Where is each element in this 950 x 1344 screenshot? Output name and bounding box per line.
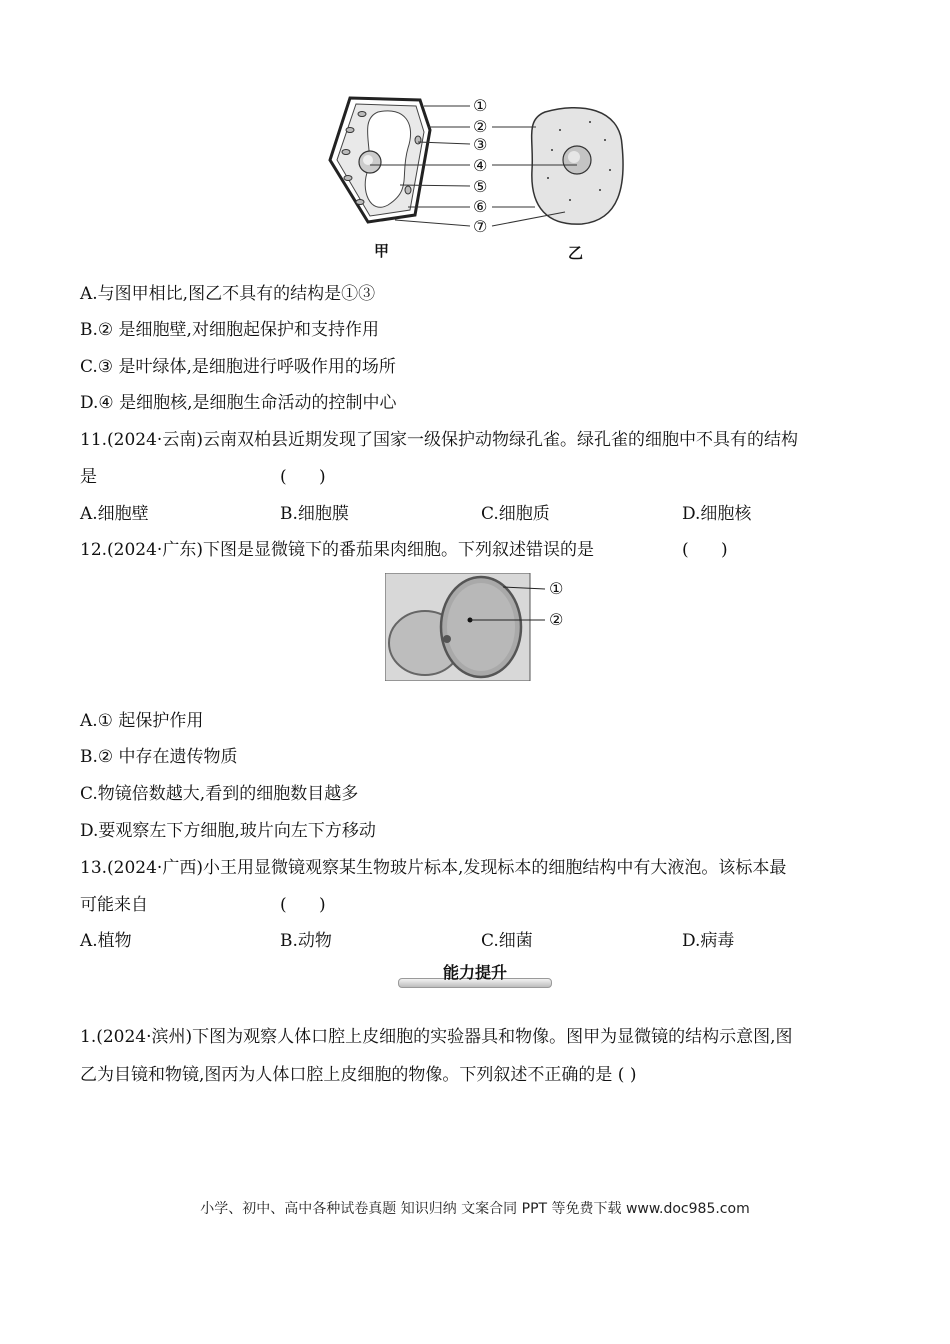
q12-option-b: B.② 中存在遗传物质 [80, 747, 238, 767]
q10-option-b: B.② 是细胞壁,对细胞起保护和支持作用 [80, 320, 379, 340]
q13-option-a: A.植物 [80, 931, 132, 951]
micrograph-label-1: ① [549, 579, 564, 598]
q13-option-b: B.动物 [280, 931, 332, 951]
micrograph-label-2: ② [549, 610, 564, 629]
q10-option-c: C.③ 是叶绿体,是细胞进行呼吸作用的场所 [80, 357, 396, 377]
q11-option-c: C.细胞质 [481, 504, 550, 524]
q13-stem-line1: 13.(2024·广西)小王用显微镜观察某生物玻片标本,发现标本的细胞结构中有大液泡。该标本最 [80, 858, 787, 878]
q12-option-d: D.要观察左下方细胞,玻片向左下方移动 [80, 821, 376, 841]
caption-jia: 甲 [374, 242, 390, 260]
label-7: ⑦ [473, 217, 488, 236]
label-3: ③ [473, 135, 488, 154]
q13-option-c: C.细菌 [481, 931, 533, 951]
label-6: ⑥ [473, 197, 488, 216]
q10-option-d: D.④ 是细胞核,是细胞生命活动的控制中心 [80, 393, 397, 413]
q13-answer-paren: ( ) [280, 895, 326, 915]
section-banner [398, 962, 552, 988]
p1-stem-line2: 乙为目镜和物镜,图丙为人体口腔上皮细胞的物像。下列叙述不正确的是 ( ) [80, 1065, 637, 1085]
q12-answer-paren: ( ) [682, 540, 728, 560]
q11-stem-line2: 是 [80, 467, 97, 487]
q13-stem-line2: 可能来自 [80, 895, 148, 915]
label-2: ② [473, 117, 488, 136]
label-4: ④ [473, 156, 488, 175]
q11-stem-line1: 11.(2024·云南)云南双柏县近期发现了国家一级保护动物绿孔雀。绿孔雀的细胞中不具有的结构 [80, 430, 798, 450]
section-title: 能力提升 [442, 963, 507, 982]
q12-option-c: C.物镜倍数越大,看到的细胞数目越多 [80, 784, 359, 804]
page-footer: 小学、初中、高中各种试卷真题 知识归纳 文案合同 PPT 等免费下载 www.doc985.com [200, 1201, 750, 1217]
q13-option-d: D.病毒 [682, 931, 735, 951]
label-1: ① [473, 96, 488, 115]
q11-option-d: D.细胞核 [682, 504, 752, 524]
caption-yi: 乙 [568, 244, 584, 262]
q11-option-b: B.细胞膜 [280, 504, 349, 524]
q11-answer-paren: ( ) [280, 467, 326, 487]
tomato-cell-micrograph [385, 573, 575, 681]
q11-option-a: A.细胞壁 [80, 504, 149, 524]
q12-option-a: A.① 起保护作用 [80, 711, 204, 731]
micrograph-image [385, 573, 575, 681]
q12-stem: 12.(2024·广东)下图是显微镜下的番茄果肉细胞。下列叙述错误的是 [80, 540, 594, 560]
cell-comparison-figure [320, 90, 640, 265]
label-5: ⑤ [473, 177, 488, 196]
q10-option-a: A.与图甲相比,图乙不具有的结构是①③ [80, 284, 376, 304]
p1-stem-line1: 1.(2024·滨州)下图为观察人体口腔上皮细胞的实验器具和物像。图甲为显微镜的结构示意图,图 [80, 1027, 793, 1047]
